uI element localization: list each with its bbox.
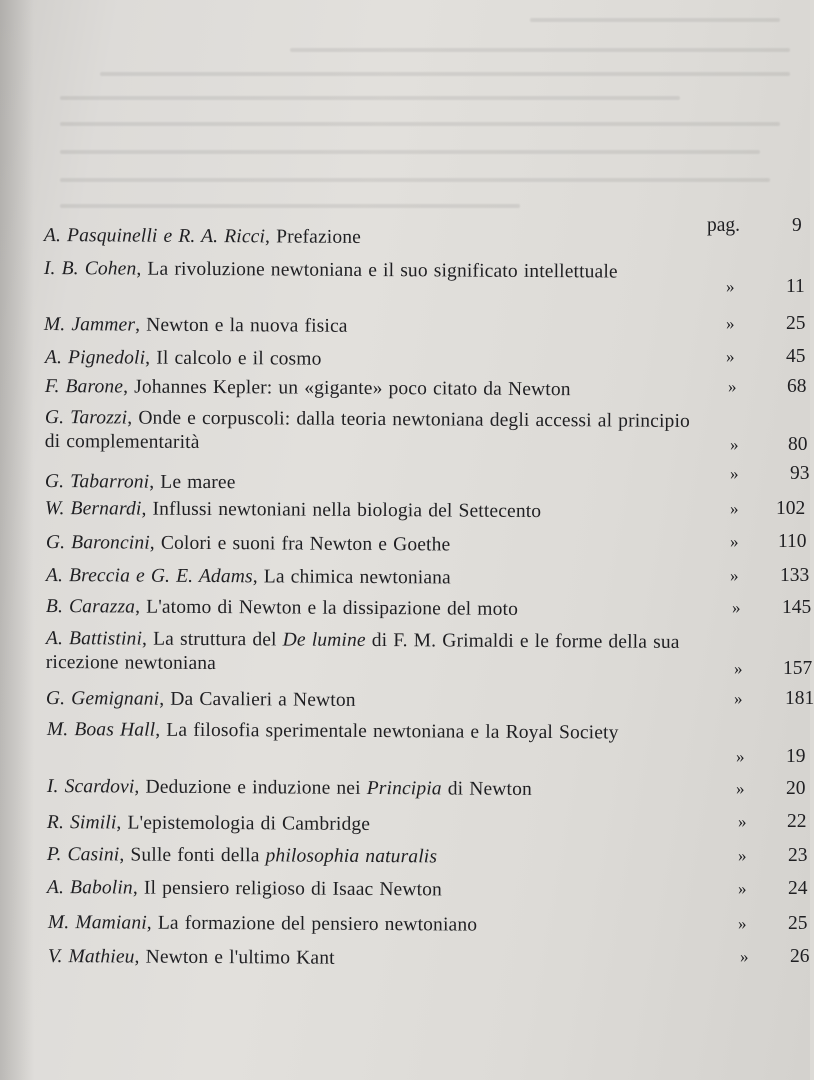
- toc-entry-title-italic: De lumine: [282, 629, 366, 651]
- ditto-mark: »: [730, 464, 739, 483]
- toc-entry-author: A. Pasquinelli e R. A. Ricci: [43, 224, 266, 248]
- ditto-mark: »: [736, 747, 745, 766]
- toc-entry-separator: ,: [119, 844, 131, 866]
- toc-entry-page-number: 133: [780, 565, 810, 586]
- toc-entry-page-number: 22: [787, 811, 807, 832]
- toc-entry-separator: ,: [159, 688, 171, 710]
- toc-entry-author: P. Casini: [46, 844, 120, 866]
- ditto-mark: »: [726, 347, 735, 366]
- toc-entry: [46, 627, 706, 679]
- toc-entry: [47, 843, 707, 871]
- toc-entry-author: B. Carazza: [45, 596, 136, 618]
- ditto-mark: »: [734, 659, 743, 678]
- toc-entry-separator: ,: [136, 258, 148, 280]
- toc-entry: [45, 375, 705, 403]
- toc-entry-title: L'epistemologia di Cambridge: [127, 812, 371, 835]
- toc-entry-title: Newton e l'ultimo Kant: [145, 946, 335, 969]
- toc-entry-separator: ,: [141, 498, 153, 520]
- toc-entry-author: A. Pignedoli: [44, 346, 146, 369]
- toc-entry: [47, 718, 707, 746]
- toc-entry-author: G. Gemignani: [45, 688, 160, 710]
- toc-entry-title: Prefazione: [276, 226, 362, 248]
- toc-entry: [45, 346, 705, 374]
- ditto-mark: »: [726, 314, 735, 333]
- toc-entry: [46, 687, 706, 715]
- toc-entry-separator: ,: [132, 877, 144, 899]
- toc-entry-title-italic: philosophia naturalis: [265, 845, 438, 868]
- toc-entry: [44, 313, 704, 341]
- toc-entry-author: W. Bernardi: [44, 497, 142, 520]
- toc-entry-author: M. Mamiani: [47, 912, 147, 934]
- toc-entry-author: I. Scardovi: [46, 776, 135, 798]
- toc-entry-page-number: 157: [783, 658, 813, 679]
- toc-entry-title: La struttura del: [153, 628, 283, 651]
- toc-entry-page-number: 93: [790, 463, 810, 484]
- toc-entry-title: La filosofia sperimentale newtoniana e la Royal Society: [166, 719, 619, 744]
- toc-entry-title: La chimica newtoniana: [263, 566, 451, 589]
- toc-entry-page-number: 102: [776, 498, 806, 519]
- toc-entry-separator: ,: [116, 812, 128, 834]
- toc-entry-page-number: 45: [786, 346, 806, 367]
- toc-entry: [44, 257, 704, 285]
- toc-entry-page-number: 110: [778, 531, 807, 552]
- toc-entry-separator: ,: [155, 719, 167, 741]
- toc-entry-author: G. Baroncini: [45, 532, 150, 554]
- toc-entry-title: La formazione del pensiero newtoniano: [157, 912, 478, 936]
- toc-entry-separator: ,: [149, 471, 161, 493]
- toc-entry-separator: ,: [135, 314, 147, 336]
- toc-entry: [46, 564, 706, 592]
- toc-entry: [47, 811, 707, 839]
- toc-entry-separator: ,: [141, 628, 154, 650]
- toc-entry-separator: ,: [146, 912, 158, 934]
- toc-entry-author: G. Tarozzi: [44, 406, 128, 429]
- ditto-mark: »: [740, 947, 749, 966]
- toc-entry-page-number: 145: [782, 597, 812, 618]
- toc-entry-title: L'atomo di Newton e la dissipazione del moto: [146, 596, 519, 620]
- toc-entry-page-number: 26: [790, 946, 810, 967]
- ditto-mark: »: [730, 499, 739, 518]
- toc-entry-separator: ,: [134, 946, 146, 968]
- toc-entry-author: F. Barone: [44, 375, 124, 398]
- toc-entry-page-number: 80: [788, 434, 808, 455]
- toc-entry-page-number: 9: [792, 215, 802, 236]
- toc-entry-separator: ,: [145, 347, 157, 369]
- toc-entry-author: I. B. Cohen: [43, 257, 137, 280]
- toc-entry-title: Le maree: [160, 471, 236, 494]
- toc-entry-title: Deduzione e induzione nei: [145, 776, 367, 799]
- ditto-mark: »: [730, 435, 739, 454]
- ditto-mark: »: [726, 277, 735, 296]
- toc-entry-author: A. Breccia e G. E. Adams: [45, 565, 253, 588]
- toc-entry-page-number: 11: [786, 276, 805, 297]
- toc-entry: [48, 945, 708, 973]
- ditto-mark: »: [738, 812, 747, 831]
- toc-entry-page-number: 25: [786, 313, 806, 334]
- gutter-shadow: [0, 0, 34, 1080]
- toc-entry-title-italic: Principia: [366, 777, 442, 800]
- toc-entry-author: A. Babolin: [46, 877, 133, 899]
- toc-entry: [48, 911, 708, 939]
- toc-entry-page-number: 24: [788, 878, 808, 899]
- toc-entry-separator: ,: [134, 776, 146, 798]
- toc-entry-title: Onde e corpuscoli: dalla teoria newtoniana degli accessi al principio di complementarità: [44, 407, 691, 453]
- toc-entry-title: Newton e la nuova fisica: [146, 314, 348, 337]
- ditto-mark: »: [736, 779, 745, 798]
- toc-entry-title: La rivoluzione newtoniana e il suo significato intellettuale: [147, 258, 618, 283]
- ditto-mark: »: [738, 914, 747, 933]
- toc-entry: [45, 406, 705, 458]
- toc-entry-page-number: 25: [788, 913, 808, 934]
- toc-entry-author: R. Simili: [46, 812, 117, 834]
- toc-entry-author: M. Jammer: [43, 313, 136, 336]
- toc-entry-separator: ,: [149, 532, 161, 554]
- toc-entry-page-number: 23: [788, 845, 808, 866]
- ditto-mark: »: [738, 846, 747, 865]
- toc-entry: [47, 876, 707, 904]
- ditto-mark: »: [730, 532, 739, 551]
- toc-entry: [47, 775, 707, 803]
- toc-entry-author: A. Battistini: [45, 628, 143, 650]
- toc-entry-author: V. Mathieu: [47, 946, 135, 968]
- toc-entry-separator: ,: [123, 376, 135, 398]
- toc-entry-page-number: 181: [785, 688, 814, 709]
- toc-entry-author: M. Boas Hall: [46, 719, 156, 741]
- ditto-mark: »: [730, 566, 739, 585]
- toc-entry-title: Da Cavalieri a Newton: [170, 688, 356, 711]
- toc-entry-title: Influssi newtoniani nella biologia del Settecento: [152, 498, 542, 523]
- toc-entry-title: Il pensiero religioso di Isaac Newton: [143, 877, 443, 901]
- toc-entry: [46, 531, 706, 559]
- ditto-mark: »: [728, 377, 737, 396]
- toc-entry-title: di F. M. Grimaldi e le forme della sua ricezione newtoniana: [45, 629, 680, 675]
- toc-entry: [44, 224, 704, 252]
- toc-entry-title: di Newton: [441, 778, 532, 800]
- toc-entry-page-number: 19: [786, 746, 806, 767]
- toc-entry: [45, 470, 705, 498]
- ditto-mark: »: [732, 598, 741, 617]
- show-through-text: [40, 0, 810, 230]
- toc-entry-title: Colori e suoni fra Newton e Goethe: [160, 532, 451, 556]
- toc-entry-title: Johannes Kepler: un «gigante» poco citato da Newton: [134, 376, 571, 401]
- toc-entry-separator: ,: [127, 407, 139, 429]
- toc-entry-author: G. Tabarroni: [44, 470, 150, 493]
- toc-entry-separator: ,: [135, 596, 147, 618]
- toc-entry-page-number: 68: [787, 376, 807, 397]
- toc-entry-page-number: 20: [786, 778, 806, 799]
- toc-entry: [46, 595, 706, 623]
- ditto-mark: »: [734, 689, 743, 708]
- toc-entry-title: Sulle fonti della: [130, 844, 266, 867]
- toc-entry-title: Il calcolo e il cosmo: [156, 347, 322, 370]
- toc-entry-separator: ,: [264, 226, 277, 248]
- ditto-mark: »: [738, 879, 747, 898]
- toc-entry: [45, 497, 705, 525]
- toc-entry-separator: ,: [252, 566, 264, 588]
- page-label: pag.: [707, 215, 741, 236]
